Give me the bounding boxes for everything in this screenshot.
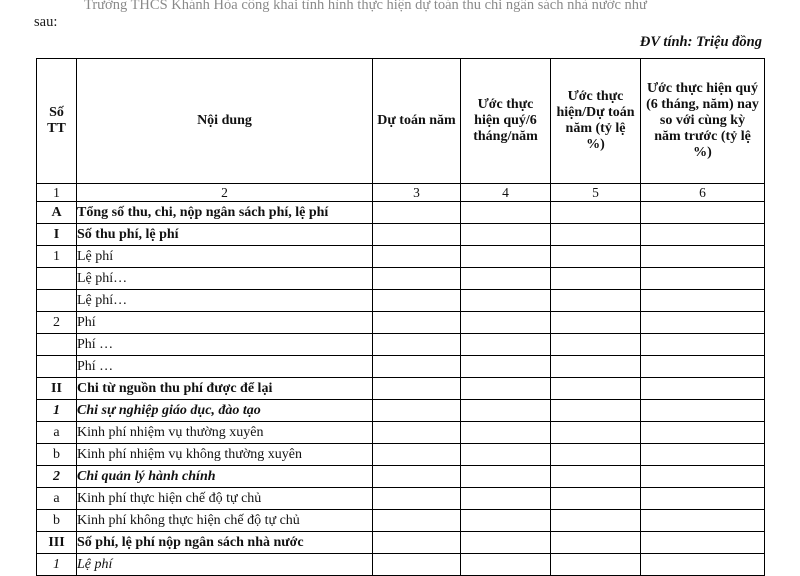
row-value-col3 bbox=[373, 334, 461, 356]
row-value-col6 bbox=[641, 378, 765, 400]
row-content: Lệ phí bbox=[77, 246, 373, 268]
table-row bbox=[37, 554, 765, 576]
row-value-col3 bbox=[373, 224, 461, 246]
row-value-col4 bbox=[461, 554, 551, 576]
row-value-col5 bbox=[551, 554, 641, 576]
row-value-col4 bbox=[461, 532, 551, 554]
column-number-4: 4 bbox=[461, 184, 551, 202]
row-value-col5 bbox=[551, 488, 641, 510]
row-stt: 2 bbox=[37, 466, 77, 488]
row-value-col3 bbox=[373, 422, 461, 444]
row-value-col3 bbox=[373, 488, 461, 510]
row-value-col3 bbox=[373, 356, 461, 378]
table-row bbox=[37, 378, 765, 400]
header-noidung: Nội dung bbox=[77, 59, 373, 184]
header-stt: Số TT bbox=[37, 59, 77, 184]
row-value-col3 bbox=[373, 312, 461, 334]
row-stt: I bbox=[37, 224, 77, 246]
row-value-col3 bbox=[373, 268, 461, 290]
row-value-col5 bbox=[551, 466, 641, 488]
row-value-col6 bbox=[641, 312, 765, 334]
row-content: Phí bbox=[77, 312, 373, 334]
row-value-col3 bbox=[373, 444, 461, 466]
row-stt: b bbox=[37, 510, 77, 532]
header-uoc-thuc-hien-ty-le: Ước thực hiện/Dự toán năm (tỷ lệ %) bbox=[551, 59, 641, 184]
row-value-col6 bbox=[641, 444, 765, 466]
row-value-col5 bbox=[551, 378, 641, 400]
row-stt: 1 bbox=[37, 400, 77, 422]
column-number-6: 6 bbox=[641, 184, 765, 202]
row-stt: A bbox=[37, 202, 77, 224]
row-value-col3 bbox=[373, 246, 461, 268]
table-row bbox=[37, 356, 765, 378]
row-stt: b bbox=[37, 444, 77, 466]
row-value-col5 bbox=[551, 312, 641, 334]
row-value-col6 bbox=[641, 268, 765, 290]
table-body bbox=[37, 202, 765, 576]
row-value-col3 bbox=[373, 532, 461, 554]
row-value-col4 bbox=[461, 444, 551, 466]
row-value-col4 bbox=[461, 422, 551, 444]
row-value-col6 bbox=[641, 466, 765, 488]
table-row bbox=[37, 400, 765, 422]
row-value-col3 bbox=[373, 378, 461, 400]
row-value-col3 bbox=[373, 466, 461, 488]
row-value-col4 bbox=[461, 246, 551, 268]
row-value-col4 bbox=[461, 312, 551, 334]
row-content: Số thu phí, lệ phí bbox=[77, 224, 373, 246]
row-stt: a bbox=[37, 422, 77, 444]
row-value-col4 bbox=[461, 202, 551, 224]
row-value-col6 bbox=[641, 532, 765, 554]
column-number-2: 2 bbox=[77, 184, 373, 202]
row-content: Lệ phí bbox=[77, 554, 373, 576]
table-row bbox=[37, 466, 765, 488]
row-value-col5 bbox=[551, 400, 641, 422]
row-value-col6 bbox=[641, 422, 765, 444]
row-content: Kinh phí không thực hiện chế độ tự chủ bbox=[77, 510, 373, 532]
table-row bbox=[37, 246, 765, 268]
row-value-col6 bbox=[641, 246, 765, 268]
row-content: Chi từ nguồn thu phí được để lại bbox=[77, 378, 373, 400]
unit-note: ĐV tính: Triệu đồng bbox=[639, 34, 762, 50]
table-row bbox=[37, 422, 765, 444]
row-stt bbox=[37, 290, 77, 312]
table-row bbox=[37, 312, 765, 334]
row-value-col5 bbox=[551, 422, 641, 444]
column-number-1: 1 bbox=[37, 184, 77, 202]
row-value-col6 bbox=[641, 400, 765, 422]
row-value-col5 bbox=[551, 224, 641, 246]
row-value-col6 bbox=[641, 290, 765, 312]
table-row bbox=[37, 290, 765, 312]
row-content: Số phí, lệ phí nộp ngân sách nhà nước bbox=[77, 532, 373, 554]
table-row bbox=[37, 202, 765, 224]
row-value-col3 bbox=[373, 400, 461, 422]
intro-continuation: sau: bbox=[34, 14, 58, 30]
row-value-col6 bbox=[641, 202, 765, 224]
column-number-5: 5 bbox=[551, 184, 641, 202]
header-uoc-thuc-hien-quy: Ước thực hiện quý/6 tháng/năm bbox=[461, 59, 551, 184]
row-stt bbox=[37, 356, 77, 378]
row-content: Kinh phí nhiệm vụ thường xuyên bbox=[77, 422, 373, 444]
row-value-col3 bbox=[373, 202, 461, 224]
table-header bbox=[37, 59, 765, 202]
row-value-col5 bbox=[551, 290, 641, 312]
table-row bbox=[37, 488, 765, 510]
budget-report-table bbox=[36, 58, 765, 576]
row-value-col5 bbox=[551, 334, 641, 356]
row-value-col5 bbox=[551, 202, 641, 224]
row-value-col6 bbox=[641, 356, 765, 378]
row-content: Kinh phí thực hiện chế độ tự chủ bbox=[77, 488, 373, 510]
row-value-col6 bbox=[641, 488, 765, 510]
intro-paragraph: Trường THCS Khánh Hòa công khai tình hình thực hiện dự toán thu chi ngân sách nhà nước như bbox=[84, 0, 647, 13]
row-content: Phí … bbox=[77, 356, 373, 378]
row-value-col5 bbox=[551, 532, 641, 554]
row-value-col3 bbox=[373, 290, 461, 312]
header-du-toan-nam: Dự toán năm bbox=[373, 59, 461, 184]
row-stt: 2 bbox=[37, 312, 77, 334]
row-value-col4 bbox=[461, 334, 551, 356]
row-stt: 1 bbox=[37, 554, 77, 576]
row-value-col6 bbox=[641, 554, 765, 576]
header-so-sanh-cung-ky: Ước thực hiện quý (6 tháng, năm) nay so với cùng kỳ năm trước (tỷ lệ %) bbox=[641, 59, 765, 184]
column-number-row bbox=[37, 184, 765, 202]
table-row bbox=[37, 444, 765, 466]
row-content: Chi sự nghiệp giáo dục, đào tạo bbox=[77, 400, 373, 422]
row-content: Tổng số thu, chi, nộp ngân sách phí, lệ phí bbox=[77, 202, 373, 224]
table-row bbox=[37, 268, 765, 290]
row-value-col4 bbox=[461, 290, 551, 312]
row-stt: III bbox=[37, 532, 77, 554]
row-content: Lệ phí… bbox=[77, 268, 373, 290]
row-stt: a bbox=[37, 488, 77, 510]
row-value-col4 bbox=[461, 488, 551, 510]
row-stt: II bbox=[37, 378, 77, 400]
row-value-col3 bbox=[373, 554, 461, 576]
row-value-col4 bbox=[461, 378, 551, 400]
row-content: Lệ phí… bbox=[77, 290, 373, 312]
row-value-col5 bbox=[551, 444, 641, 466]
row-stt: 1 bbox=[37, 246, 77, 268]
table-row bbox=[37, 224, 765, 246]
row-value-col4 bbox=[461, 224, 551, 246]
row-value-col4 bbox=[461, 356, 551, 378]
row-content: Kinh phí nhiệm vụ không thường xuyên bbox=[77, 444, 373, 466]
row-content: Phí … bbox=[77, 334, 373, 356]
page-bottom-clip bbox=[0, 521, 800, 533]
table-row bbox=[37, 334, 765, 356]
row-stt bbox=[37, 268, 77, 290]
row-value-col4 bbox=[461, 400, 551, 422]
table-header-row bbox=[37, 59, 765, 184]
column-number-3: 3 bbox=[373, 184, 461, 202]
row-value-col5 bbox=[551, 268, 641, 290]
row-value-col6 bbox=[641, 334, 765, 356]
row-stt bbox=[37, 334, 77, 356]
row-content: Chi quản lý hành chính bbox=[77, 466, 373, 488]
row-value-col4 bbox=[461, 268, 551, 290]
row-value-col5 bbox=[551, 246, 641, 268]
table-row bbox=[37, 532, 765, 554]
row-value-col5 bbox=[551, 356, 641, 378]
row-value-col4 bbox=[461, 466, 551, 488]
row-value-col6 bbox=[641, 224, 765, 246]
